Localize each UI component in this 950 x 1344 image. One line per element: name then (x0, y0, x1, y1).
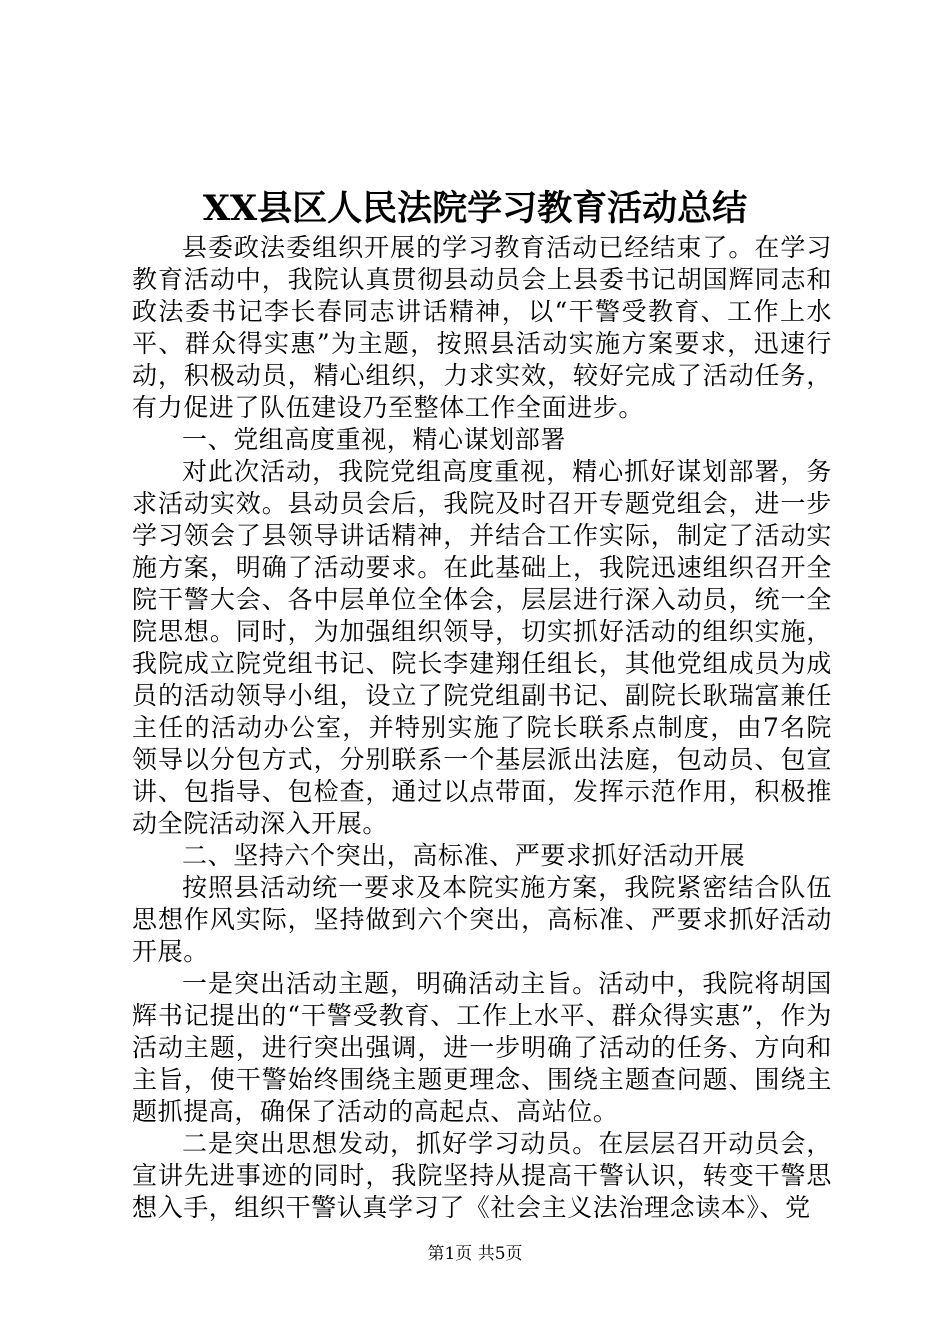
page-number-footer: 第1页 共5页 (427, 1244, 523, 1264)
section-heading-2: 二、坚持六个突出，高标准、严要求抓好活动开展 (182, 841, 746, 870)
document-body (132, 232, 832, 1224)
section-2-intro-paragraph: 按照县活动统一要求及本院实施方案，我院紧密结合队伍思想作风实际，坚持做到六个突出，高标准、严要求抓好活动开展。 (132, 873, 832, 966)
section-1-paragraph: 对此次活动，我院党组高度重视，精心抓好谋划部署，务求活动实效。县动员会后，我院及时召开专题党组会，进一步学习领会了县领导讲话精神，并结合工作实际，制定了活动实施方案，明确了活动要求。在此基础上，我院迅速组织召开全院干警大会、各中层单位全体会，层层进行深入动员，统一全院思想。同时，为加强组织领导，切实抓好活动的组织实施，我院成立院党组书记、院长李建翔任组长，其他党组成员为成员的活动领导小组，设立了院党组副书记、副院长耿瑞富兼任主任的活动办公室，并特别实施了院长联系点制度，由7名院领导以分包方式，分别联系一个基层派出法庭，包动员、包宣讲、包指导、包检查，通过以点带面，发挥示范作用，积极推动全院活动深入开展。 (132, 457, 832, 838)
section-heading-1: 一、党组高度重视，精心谋划部署 (182, 425, 567, 454)
intro-paragraph: 县委政法委组织开展的学习教育活动已经结束了。在学习教育活动中，我院认真贯彻县动员会上县委书记胡国辉同志和政法委书记李长春同志讲话精神，以“干警受教育、工作上水平、群众得实惠”为主题，按照县活动实施方案要求，迅速行动，积极动员，精心组织，力求实效，较好完成了活动任务，有力促进了队伍建设乃至整体工作全面进步。 (132, 233, 832, 422)
section-2-point-2-paragraph: 二是突出思想发动，抓好学习动员。在层层召开动员会，宣讲先进事迹的同时，我院坚持从提高干警认识，转变干警思想入手，组织干警认真学习了《社会主义法治理念读本》、党 (132, 1129, 832, 1222)
document-title: XX县区人民法院学习教育活动总结 (202, 188, 748, 229)
section-2-point-1-paragraph: 一是突出活动主题，明确活动主旨。活动中，我院将胡国辉书记提出的“干警受教育、工作上水平、群众得实惠”，作为活动主题，进行突出强调，进一步明确了活动的任务、方向和主旨，使干警始终围绕主题更理念、围绕主题查问题、围绕主题抓提高，确保了活动的高起点、高站位。 (132, 969, 832, 1126)
